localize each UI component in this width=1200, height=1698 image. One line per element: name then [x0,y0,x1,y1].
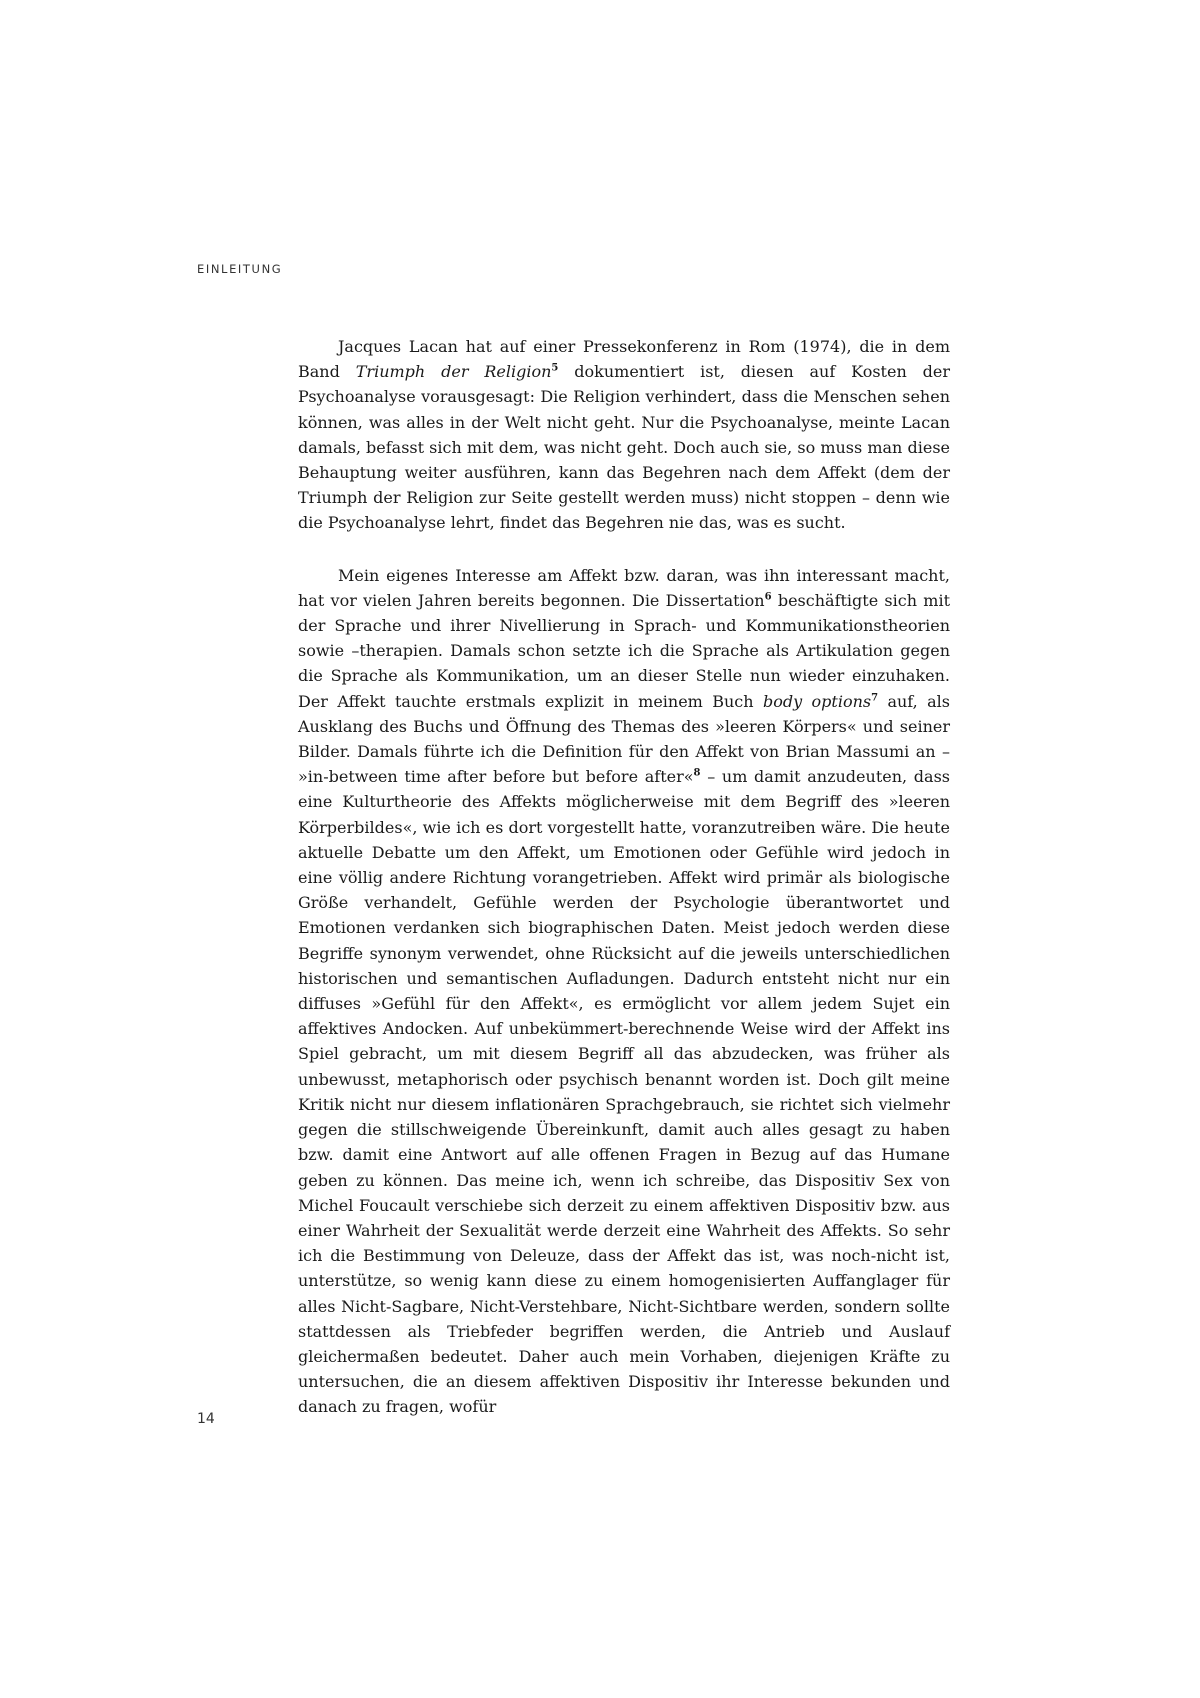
footnote-ref-8: 8 [693,767,701,779]
book-title-triumph: Triumph der Religion [355,362,552,382]
paragraph-1 [298,334,950,536]
paragraph-2-text-b: beschäftigte sich mit der Sprache und ihrer Nivellierung in Sprach- und Kommunikationstheorien sowie –therapien. Damals schon setzte ich die Sprache als Artikulation gegen die Sprache als Kommunikation, um an dieser Stelle nun wieder einzuhaken. Der Affekt tauchte erstmals explizit in meinem Buch [298,590,951,711]
page-number: 14 [197,1411,215,1427]
paragraph-2 [298,563,950,1420]
paragraph-2-text-a: Mein eigenes Interesse am Affekt bzw. daran, was ihn interessant macht, hat vor vielen Jahren bereits begonnen. Die Dissertation [298,565,950,610]
footnote-ref-5: 5 [551,362,559,374]
paragraph-1-text-a: Jacques Lacan hat auf einer Pressekonferenz in Rom (1974), die in dem Band [298,337,950,382]
paragraph-1-text-b: dokumentiert ist, diesen auf Kosten der Psychoanalyse vorausgesagt: Die Religion verhindert, dass die Menschen sehen können, was alles in der Welt nicht geht. Nur die Psychoanalyse, meinte Lacan damals, befasst sich mit dem, was nicht geht. Doch auch sie, so muss man diese Behauptung weiter ausführen, kann das Begehren nach dem Affekt (dem der Triumph der Religion zur Seite gestellt werden muss) nicht stoppen – denn wie die Psychoanalyse lehrt, findet das Begehren nie das, was es sucht. [298,362,951,533]
footnote-ref-6: 6 [764,591,772,603]
book-title-body-options: body options [762,691,872,711]
paragraph-2-text-c: auf, als Ausklang des Buchs und Öffnung des Themas des »leeren Körpers« und seiner Bilder. Damals führte ich die Definition für den Affekt von Brian Massumi an – »in-between time after before but before after« [298,691,950,787]
paragraph-2-text-d: – um damit anzudeuten, dass eine Kulturtheorie des Affekts möglicherweise mit dem Begriff des »leeren Körperbildes«, wie ich es dort vorgestellt hatte, voranzutreiben wäre. Die heute aktuelle Debatte um den Affekt, um Emotionen oder Gefühle wird jedoch in eine völlig andere Richtung vorangetrieben. Affekt wird primär als biologische Größe verhandelt, Gefühle werden der Psychologie überantwortet und Emotionen verdanken sich biographischen Daten. Meist jedoch werden diese Begriffe synonym verwendet, ohne Rücksicht auf die jeweils unterschiedlichen historischen und semantischen Aufladungen. Dadurch entsteht nicht nur ein diffuses »Gefühl für den Affekt«, es ermöglicht vor allem jedem Sujet ein affektives Andocken. Auf unbekümmert-berechnende Weise wird der Affekt ins Spiel gebracht, um mit diesem Begriff all das abzudecken, was früher als unbewusst, metaphorisch oder psychisch benannt worden ist. Doch gilt meine Kritik nicht nur diesem inflationären Sprachgebrauch, sie richtet sich vielmehr gegen die stillschweigende Übereinkunft, damit auch alles gesagt zu haben bzw. damit eine Antwort auf alle offenen Fragen in Bezug auf das Humane geben zu können. Das meine ich, wenn ich schreibe, das Dispositiv Sex von Michel Foucault verschiebe sich derzeit zu einem affektiven Dispositiv bzw. aus einer Wahrheit der Sexualität werde derzeit eine Wahrheit des Affekts. So sehr ich die Bestimmung von Deleuze, dass der Affekt das ist, was noch-nicht ist, unterstütze, so wenig kann diese zu einem homogenisierten Auffanglager für alles Nicht-Sagbare, Nicht-Verstehbare, Nicht-Sichtbare werden, sondern sollte stattdessen als Triebfeder begriffen werden, die Antrieb und Auslauf gleichermaßen bedeutet. Daher auch mein Vorhaben, diejenigen Kräfte zu untersuchen, die an diesem affektiven Dispositiv ihr Interesse bekunden und danach zu fragen, wofür [298,767,950,1417]
running-head: EINLEITUNG [197,262,283,276]
body-text [298,334,950,1420]
footnote-ref-7: 7 [871,692,879,704]
